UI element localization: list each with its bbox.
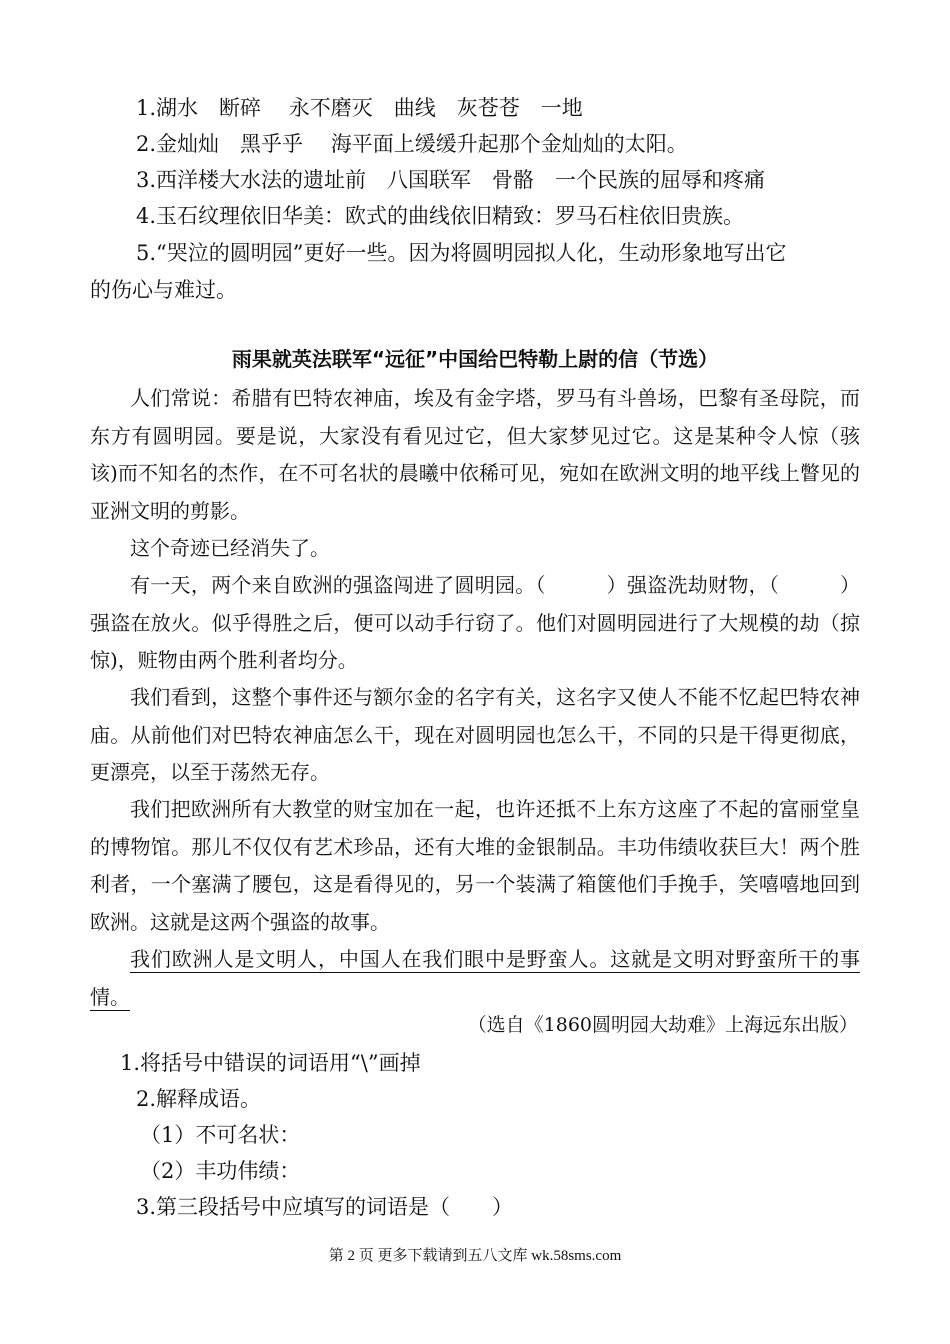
passage-paragraph-1: 人们常说：希腊有巴特农神庙，埃及有金字塔，罗马有斗兽场，巴黎有圣母院，而东方有圆明园。要是说，大家没有看见过它，但大家梦见过它。这是某种令人惊（骇 该)而不知名的杰作，在不可名状的晨曦中依稀可见，宛如在欧洲文明的地平线上瞥见的亚洲文明的剪影。 bbox=[90, 386, 860, 523]
question-2-1: （1）不可名状： bbox=[140, 1123, 301, 1147]
answer-line-6: 的伤心与难过。 bbox=[90, 278, 237, 302]
answer-line-2: 2.金灿灿 黑乎乎 海平面上缓缓升起那个金灿灿的太阳。 bbox=[136, 132, 688, 156]
question-3: 3.第三段括号中应填写的词语是（ ） bbox=[136, 1195, 514, 1219]
answer-line-4: 4.玉石纹理依旧华美：欧式的曲线依旧精致：罗马石柱依旧贵族。 bbox=[136, 204, 745, 228]
answer-line-1: 1.湖水 断碎 永不磨灭 曲线 灰苍苍 一地 bbox=[136, 96, 583, 120]
source-citation: （选自《1860圆明园大劫难》上海远东出版） bbox=[467, 1014, 858, 1036]
answer-line-5: 5.“哭泣的圆明园”更好一些。因为将圆明园拟人化，生动形象地写出它 bbox=[136, 241, 787, 265]
question-1: 1.将括号中错误的词语用“\”画掉 bbox=[120, 1051, 421, 1075]
passage-paragraph-4: 我们看到，这整个事件还与额尔金的名字有关，这名字又使人不能不忆起巴特农神庙。从前他们对巴特农神庙怎么干，现在对圆明园也怎么干，不同的只是干得更彻底，更漂亮，以至于荡然无存。 bbox=[90, 685, 860, 784]
passage-paragraph-6-underlined: 我们欧洲人是文明人，中国人在我们眼中是野蛮人。这就是文明对野蛮所干的事情。 bbox=[90, 947, 860, 1009]
question-2-2: （2）丰功伟绩： bbox=[140, 1159, 301, 1183]
passage-paragraph-2: 这个奇迹已经消失了。 bbox=[130, 536, 330, 560]
page-footer: 第 2 页 更多下载请到五八文库 wk.58sms.com bbox=[328, 1248, 622, 1264]
passage-paragraph-3: 有一天，两个来自欧洲的强盗闯进了圆明园。（ ）强盗洗劫财物，（ ）强盗在放火。似乎得胜之后，便可以动手行窃了。他们对圆明园进行了大规模的劫（掠 惊)，赃物由两个胜利者均分。 bbox=[90, 573, 860, 672]
passage-paragraph-5: 我们把欧洲所有大教堂的财宝加在一起，也许还抵不上东方这座了不起的富丽堂皇的博物馆。那儿不仅仅有艺术珍品，还有大堆的金银制品。丰功伟绩收获巨大！两个胜利者，一个塞满了腰包，这是看得见的，另一个装满了箱箧他们手挽手，笑嘻嘻地回到欧洲。这就是这两个强盗的故事。 bbox=[90, 797, 860, 934]
question-2: 2.解释成语。 bbox=[136, 1087, 262, 1111]
answer-line-3: 3.西洋楼大水法的遗址前 八国联军 骨骼 一个民族的屈辱和疼痛 bbox=[136, 168, 766, 192]
passage-title: 雨果就英法联军“远征”中国给巴特勒上尉的信（节选） bbox=[231, 347, 719, 371]
